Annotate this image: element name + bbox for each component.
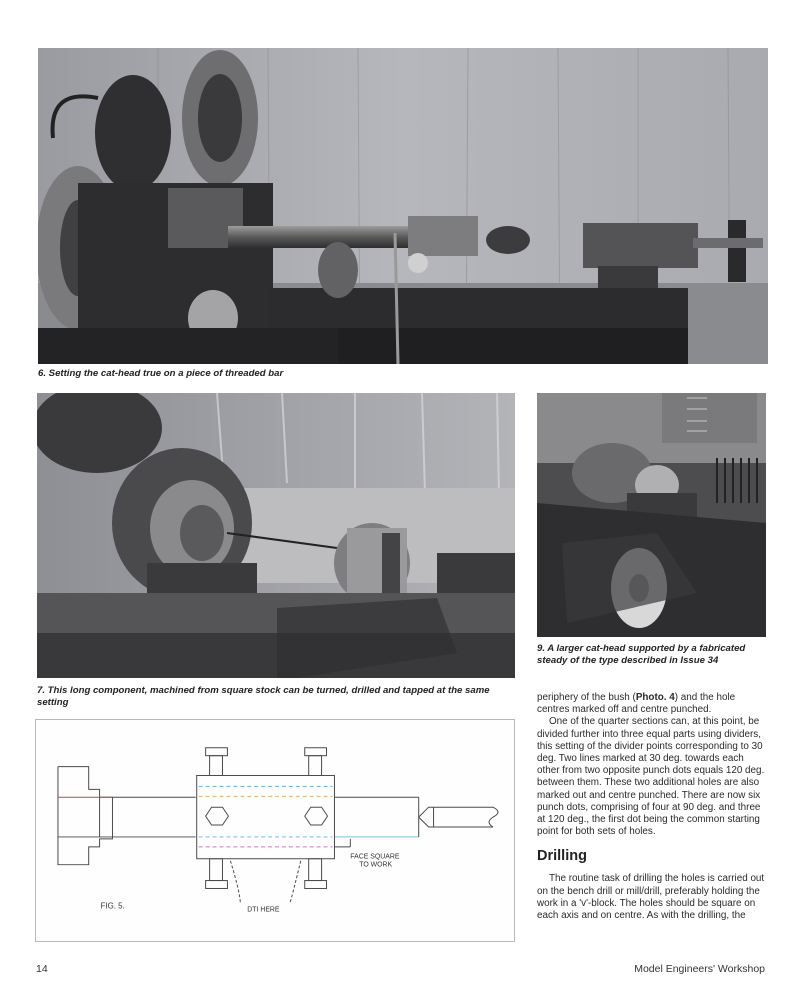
lathe-drilling-image xyxy=(37,393,515,678)
dti-here-label: DTI HERE xyxy=(247,906,280,914)
photo-7-long-component xyxy=(37,393,515,678)
figure-label: FIG. 5. xyxy=(100,901,125,911)
cat-head-setup-drawing xyxy=(36,720,514,941)
section-heading-drilling: Drilling xyxy=(537,848,587,865)
page-number: 14 xyxy=(36,963,48,975)
paragraph-2: One of the quarter sections can, at this point, be divided further into three equal parts using dividers, this setting of the divider points corresponding to 30 deg. Two lines marked at 30 deg. towards each other from two opposite punch dots equals 120 deg. between them. These two additional holes are also marked out and centre punched. There are now six punch dots, comprising of four at 90 deg. and three at 120 deg., the first dot being the common starting point for both sets of holes. xyxy=(537,716,765,838)
lathe-cat-head-image xyxy=(38,48,768,364)
photo-9-larger-cat-head xyxy=(537,393,766,637)
photo-6-caption: 6. Setting the cat-head true on a piece of threaded bar xyxy=(38,368,284,379)
face-square-label-1: FACE SQUARE xyxy=(350,853,400,861)
publication-name: Model Engineers' Workshop xyxy=(634,963,765,975)
figure-5-diagram xyxy=(35,719,515,942)
photo-7-caption: 7. This long component, machined from square stock can be turned, drilled and tapped at the same setting xyxy=(37,685,490,708)
photo-6-cat-head-threaded-bar xyxy=(38,48,768,364)
larger-lathe-image xyxy=(537,393,766,637)
article-column xyxy=(537,692,769,922)
face-square-label-2: TO WORK xyxy=(359,861,393,869)
paragraph-3: The routine task of drilling the holes is carried out on the bench drill or mill/drill, preferably holding the work in a 'v'-block. The holes should be square on each axis and on centre. As with the drilling, the xyxy=(537,873,765,922)
photo-9-caption: 9. A larger cat-head supported by a fabricated steady of the type described in Issue 34 xyxy=(537,643,746,666)
paragraph-1: periphery of the bush (Photo. 4) and the hole centres marked off and centre punched. xyxy=(537,692,736,716)
photo-reference: Photo. 4 xyxy=(635,692,675,703)
